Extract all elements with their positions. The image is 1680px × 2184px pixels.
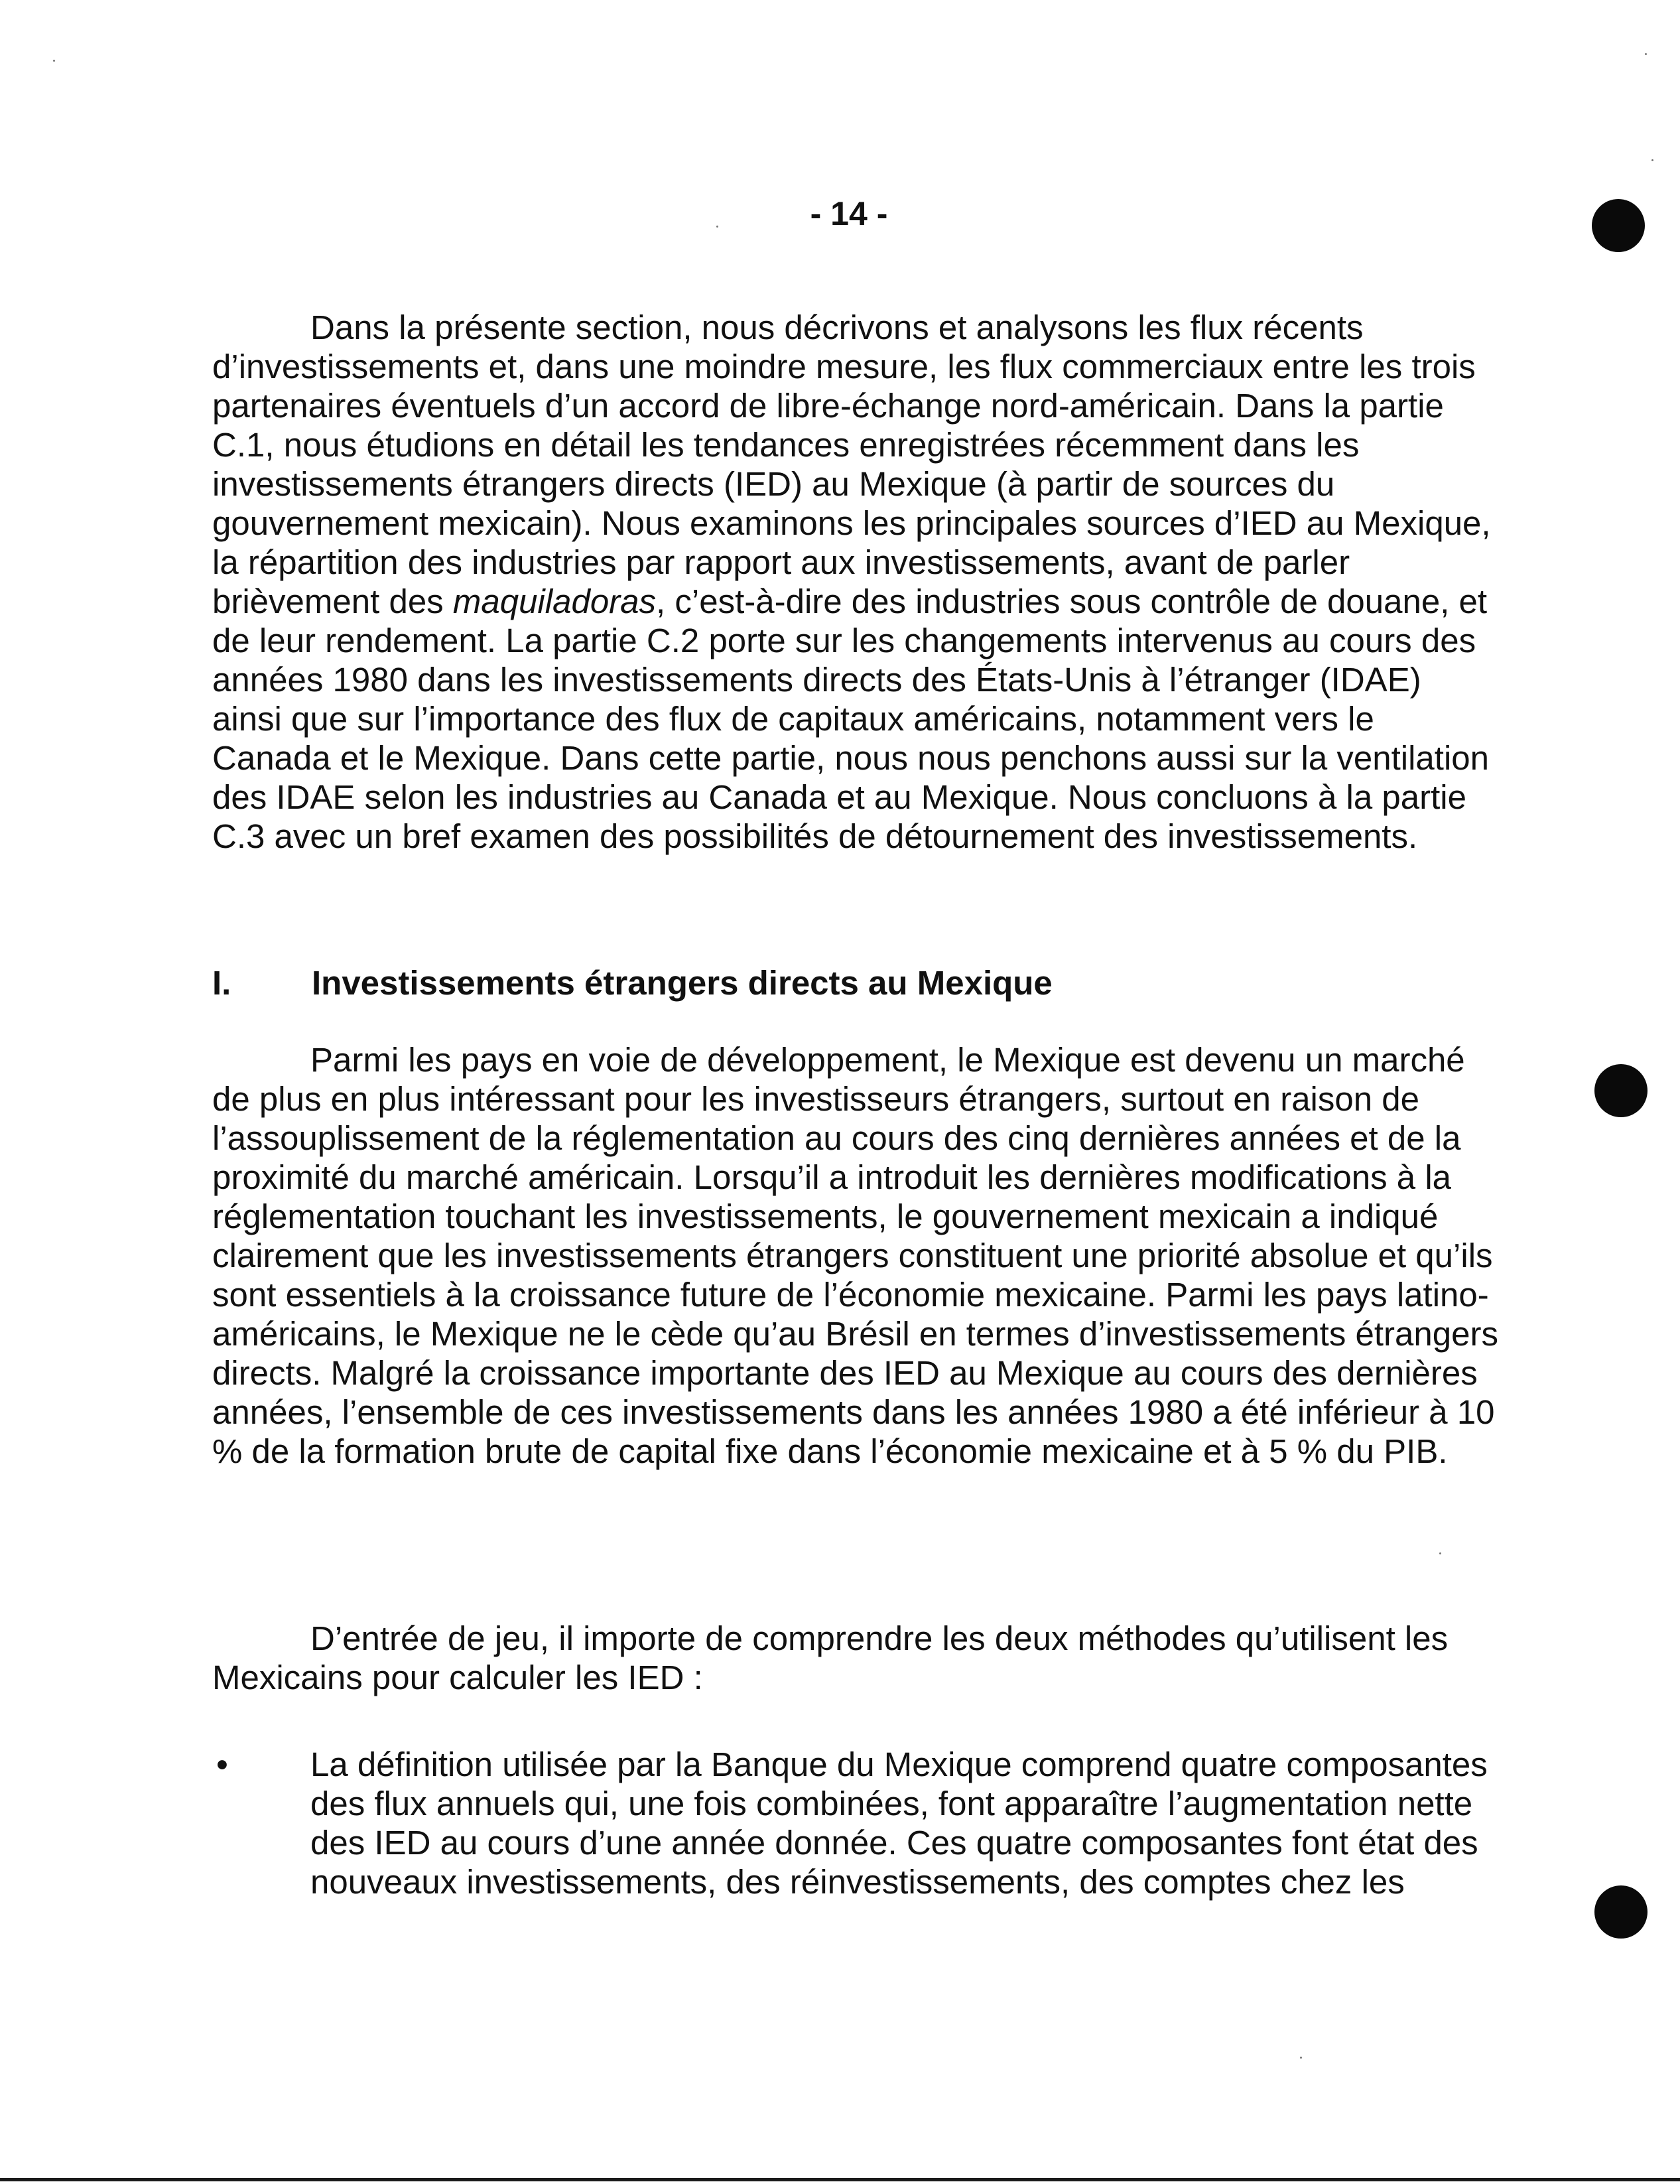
scan-speck xyxy=(1300,2057,1302,2059)
section-title: Investissements étrangers directs au Mexique xyxy=(312,964,1053,1002)
list-item xyxy=(212,1745,1499,1901)
scan-speck xyxy=(716,226,718,228)
intro-paragraph xyxy=(212,308,1499,856)
scan-speck xyxy=(53,60,55,62)
intro-text: Dans la présente section, nous décrivons et analysons les flux récents d’investissements et, dans une moindre mesure, les flux commerciaux entre les trois partenaires éventuels d’un accord de libre-échange nord-américain. Dans la partie C.1, nous étudions en détail les tendances enregistrées récemment dans les investissements étrangers directs (IED) au Mexique (à partir de sources du gouvernement mexicain). Nous examinons les principales sources d’IED au Mexique, la répartition des industries par rapport aux investissements, avant de parler brièvement des xyxy=(212,308,1491,620)
binder-hole-icon xyxy=(1594,1885,1648,1939)
binder-hole-icon xyxy=(1592,199,1645,252)
intro-text-rest: , c’est-à-dire des industries sous contrôle de douane, et de leur rendement. La partie C.2 porte sur les changements intervenus au cours des années 1980 dans les investissements directs des États-Unis à l’étranger (IDAE) ainsi que sur l’importance des flux de capitaux américains, notamment vers le Canada et le Mexique. Dans cette partie, nous nous penchons aussi sur la ventilation des IDAE selon les industries au Canada et au Mexique. Nous concluons à la partie C.3 avec un bref examen des possibilités de détournement des investissements. xyxy=(212,582,1490,855)
body-paragraph xyxy=(212,1040,1499,1471)
list-item-text: La définition utilisée par la Banque du Mexique comprend quatre composantes des flux annuels qui, une fois combinées, font apparaître l’augmentation nette des IED au cours d’une année donnée. Ces quatre composantes font état des nouveaux investissements, des réinvestissements, des comptes chez les xyxy=(310,1745,1488,1901)
scan-speck xyxy=(1439,1552,1441,1554)
intro-italic-term: maquiladoras xyxy=(452,582,657,620)
body-paragraph-text: Parmi les pays en voie de développement, le Mexique est devenu un marché de plus en plus intéressant pour les investisseurs étrangers, surtout en raison de l’assouplissement de la réglementation au cours des cinq dernières années et de la proximité du marché américain. Lorsqu’il a introduit les dernières modifications à la réglementation touchant les investissements, le gouvernement mexicain a indiqué clairement que les investissements étrangers constituent une priorité absolue et qu’ils sont essentiels à la croissance future de l’économie mexicaine. Parmi les pays latino-américains, le Mexique ne le cède qu’au Brésil en termes d’investissements étrangers directs. Malgré la croissance importante des IED au Mexique au cours des dernières années, l’ensemble de ces investissements dans les années 1980 a été inférieur à 10 % de la formation brute de capital fixe dans l’économie mexicaine et à 5 % du PIB. xyxy=(212,1041,1498,1470)
binder-hole-icon xyxy=(1594,1064,1648,1117)
bullet-icon: • xyxy=(216,1745,228,1783)
body-paragraph xyxy=(212,1619,1499,1697)
section-heading xyxy=(212,963,1499,1003)
body-paragraph-text: D’entrée de jeu, il importe de comprendre les deux méthodes qu’utilisent les Mexicains pour calculer les IED : xyxy=(212,1619,1449,1696)
page-bottom-edge xyxy=(0,2178,1680,2181)
section-number: I. xyxy=(212,964,231,1002)
scan-speck xyxy=(1645,53,1647,55)
scan-speck xyxy=(1651,159,1653,161)
page-number: - 14 - xyxy=(810,195,888,232)
